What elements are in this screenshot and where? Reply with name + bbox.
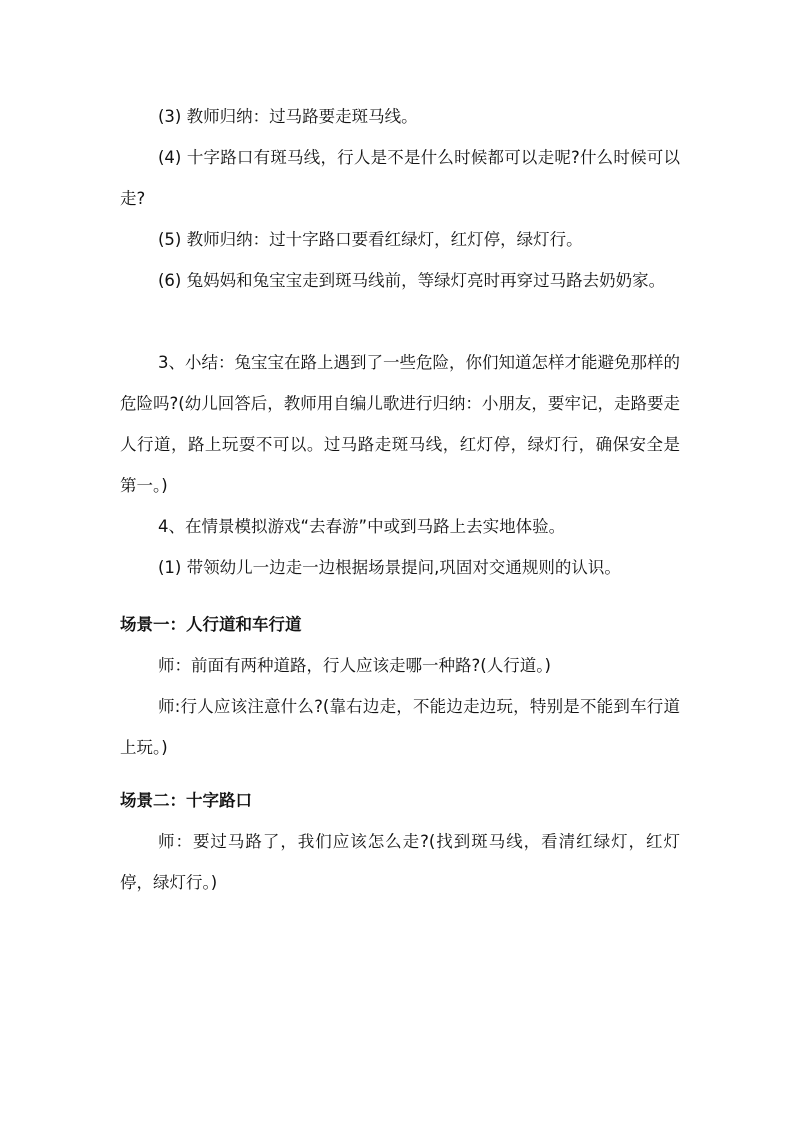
paragraph-summary: 3、小结：兔宝宝在路上遇到了一些危险，你们知道怎样才能避免那样的危险吗?(幼儿回答后，教师用自编儿歌进行归纳：小朋友，要牢记，走路要走人行道，路上玩耍不可以。过马路走斑马线，红灯停，绿灯行，确保安全是第一。) <box>120 353 680 495</box>
scene1-question-2: 师:行人应该注意什么?(靠右边走，不能边走边玩，特别是不能到车行道上玩。) <box>120 697 680 757</box>
scene1-question-1: 师：前面有两种道路，行人应该走哪一种路?(人行道。) <box>158 656 551 675</box>
paragraph-step-6: (6) 兔妈妈和兔宝宝走到斑马线前，等绿灯亮时再穿过马路去奶奶家。 <box>158 271 666 290</box>
scene2-question-1: 师：要过马路了，我们应该怎么走?(找到斑马线，看清红绿灯，红灯停，绿灯行。) <box>120 832 680 892</box>
paragraph-activity-1: (1) 带领幼儿一边走一边根据场景提问,巩固对交通规则的认识。 <box>158 558 621 577</box>
scene2-heading: 场景二：十字路口 <box>120 791 252 810</box>
scene1-heading: 场景一：人行道和车行道 <box>120 615 302 634</box>
paragraph-step-4: (4) 十字路口有斑马线，行人是不是什么时候都可以走呢?什么时候可以走? <box>120 148 680 208</box>
paragraph-activity: 4、在情景模拟游戏“去春游”中或到马路上去实地体验。 <box>158 517 566 536</box>
paragraph-step-3: (3) 教师归纳：过马路要走斑马线。 <box>158 107 418 126</box>
paragraph-step-5: (5) 教师归纳：过十字路口要看红绿灯，红灯停，绿灯行。 <box>158 230 583 249</box>
